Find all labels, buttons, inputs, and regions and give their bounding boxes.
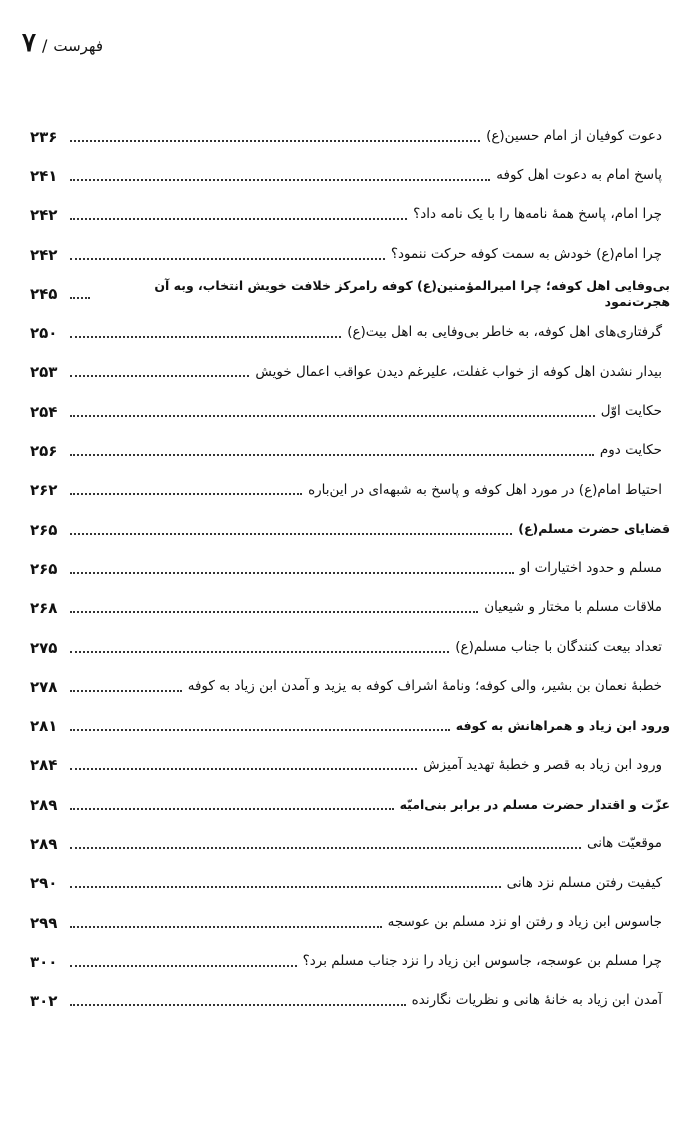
dot-leader [70,454,594,456]
dot-leader [70,926,382,928]
entry-page-number: ۲۵۶ [30,442,58,461]
entry-page-number: ۲۴۵ [30,284,58,303]
dot-leader [70,572,514,574]
entry-page-number: ۲۶۲ [30,481,58,500]
dot-leader [70,690,182,692]
toc-entry [30,628,670,667]
entry-page-number: ۲۳۶ [30,127,58,146]
entry-page-number: ۲۸۴ [30,756,58,775]
entry-page-number: ۲۵۴ [30,402,58,421]
toc-entry [30,667,670,706]
entry-page-number: ۲۹۹ [30,913,58,932]
dot-leader [70,258,385,260]
entry-page-number: ۲۷۸ [30,677,58,696]
dot-leader [70,297,90,299]
toc-entry [30,942,670,981]
entry-page-number: ۲۴۲ [30,245,58,264]
toc-section-heading [30,510,670,549]
entry-page-number: ۲۷۵ [30,638,58,657]
entry-title: جاسوس ابن زیاد و رفتن او نزد مسلم بن عوسجه [387,913,662,930]
entry-title: ورود ابن زیاد و همراهانش به کوفه [455,717,670,733]
dot-leader [70,965,297,967]
dot-leader [70,218,407,220]
entry-title: ملاقات مسلم با مختار و شیعیان [484,599,662,616]
toc-entry [30,353,670,392]
dot-leader [70,375,249,377]
page-header [22,28,103,58]
entry-title: احتیاط امام(ع) در مورد اهل کوفه و پاسخ به شبهه‌ای در این‌باره [308,481,662,498]
toc-entry [30,589,670,628]
dot-leader [70,651,449,653]
toc-entry [30,903,670,942]
entry-page-number: ۲۵۰ [30,324,58,343]
dot-leader [70,768,417,770]
entry-title: عزّت و اقتدار حضرت مسلم در برابر بنی‌امیّه [399,796,670,812]
toc-entry [30,746,670,785]
entry-page-number: ۲۸۹ [30,834,58,853]
entry-page-number: ۲۴۲ [30,206,58,225]
toc-entry [30,431,670,470]
dot-leader [70,886,501,888]
toc-entry [30,392,670,431]
entry-page-number: ۲۸۹ [30,795,58,814]
dot-leader [70,1004,406,1006]
entry-title: چرا امام، پاسخ همهٔ نامه‌ها را با یک نامه داد؟ [413,206,662,223]
entry-title: قضایای حضرت مسلم(ع) [518,521,670,537]
entry-title: چرا مسلم بن عوسجه، جاسوس ابن زیاد را نزد جناب مسلم برد؟ [302,953,662,970]
toc-section-heading [30,706,670,745]
entry-title: حکایت دوم [599,442,662,459]
entry-page-number: ۲۴۱ [30,166,58,185]
table-of-contents [30,117,670,1021]
entry-title: دعوت کوفیان از امام حسین(ع) [486,127,662,144]
entry-title: حکایت اوّل [600,402,662,419]
dot-leader [70,611,478,613]
entry-title: مسلم و حدود اختیارات او [520,560,662,577]
running-title: فهرست [53,37,104,55]
dot-leader [70,533,512,535]
entry-page-number: ۲۶۸ [30,599,58,618]
entry-title: بیدار نشدن اهل کوفه از خواب غفلت، علیرغم دیدن عواقب اعمال خویش [255,363,662,380]
entry-page-number: ۲۶۵ [30,520,58,539]
entry-page-number: ۳۰۲ [30,992,58,1011]
dot-leader [70,336,341,338]
entry-title: آمدن ابن زیاد به خانهٔ هانی و نظریات نگارنده [411,992,662,1009]
toc-entry [30,313,670,352]
page-number: ۷ [22,28,36,58]
entry-title: چرا امام(ع) خودش به سمت کوفه حرکت ننمود؟ [390,245,662,262]
toc-entry [30,982,670,1021]
entry-page-number: ۲۸۱ [30,717,58,736]
entry-title: کیفیت رفتن مسلم نزد هانی [506,874,662,891]
entry-title: بی‌وفایی اهل کوفه؛ چرا امیرالمؤمنین(ع) کوفه رامرکز خلافت خویش انتخاب، وبه آن هجرت‌نمود [154,277,670,309]
toc-entry [30,156,670,195]
dot-leader [70,493,302,495]
entry-page-number: ۲۹۰ [30,874,58,893]
entry-page-number: ۲۵۳ [30,363,58,382]
toc-section-heading [30,274,670,313]
toc-entry [30,471,670,510]
entry-title: پاسخ امام به دعوت اهل کوفه [496,167,662,184]
toc-entry [30,235,670,274]
dot-leader [70,808,394,810]
dot-leader [70,847,581,849]
entry-title: گرفتاری‌های اهل کوفه، به خاطر بی‌وفایی به اهل بیت(ع) [347,324,662,341]
entry-page-number: ۳۰۰ [30,952,58,971]
header-separator: / [41,36,48,55]
toc-entry [30,864,670,903]
toc-entry [30,117,670,156]
entry-title: موقعیّت هانی [586,835,662,852]
entry-title: ورود ابن زیاد به قصر و خطبهٔ تهدید آمیزش [423,756,662,773]
entry-page-number: ۲۶۵ [30,559,58,578]
dot-leader [70,140,480,142]
dot-leader [70,415,595,417]
toc-entry [30,549,670,588]
dot-leader [70,179,490,181]
toc-section-heading [30,785,670,824]
dot-leader [70,729,450,731]
entry-title: تعداد بیعت کنندگان با جناب مسلم(ع) [455,638,662,655]
entry-title: خطبهٔ نعمان بن بشیر، والی کوفه؛ ونامهٔ اشراف کوفه به یزید و آمدن ابن زیاد به کوفه [187,678,662,695]
toc-entry [30,196,670,235]
toc-entry [30,824,670,863]
